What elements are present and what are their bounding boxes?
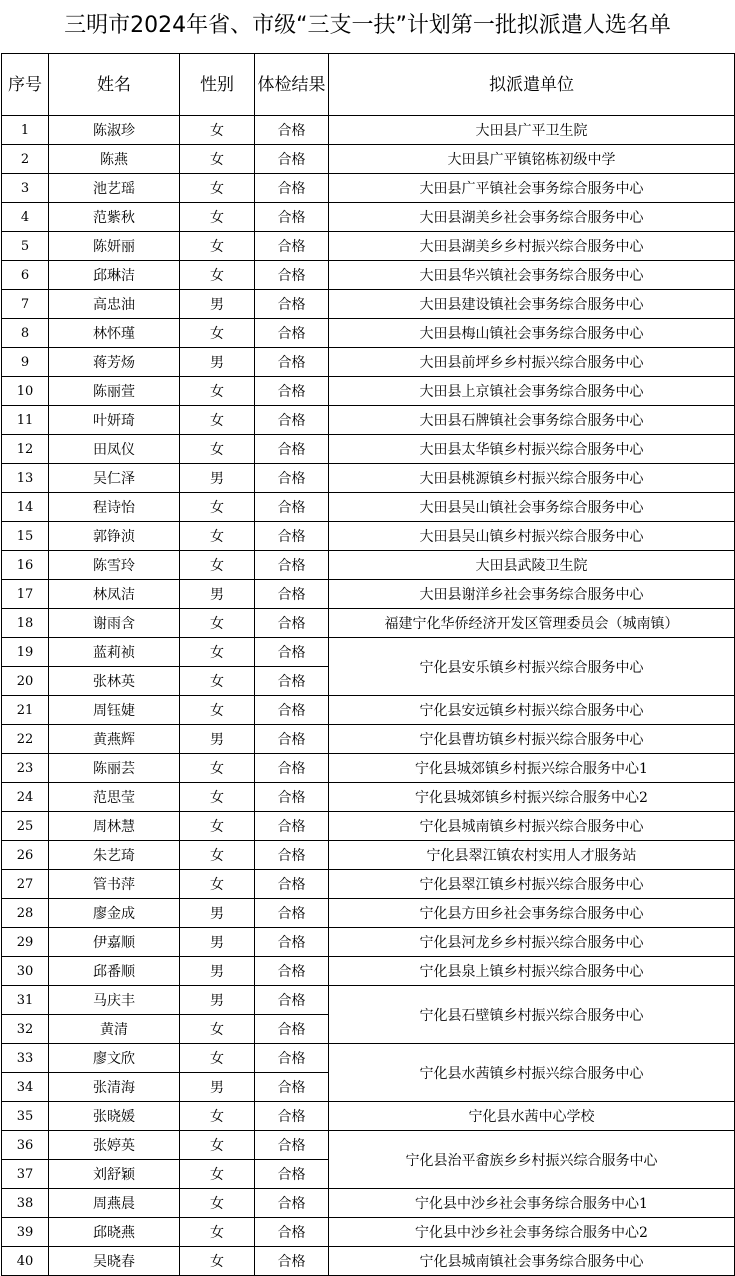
header-number: 序号 [2,54,49,116]
row-gender: 女 [180,1015,255,1044]
row-number: 31 [2,986,49,1015]
row-gender: 男 [180,928,255,957]
row-number: 24 [2,783,49,812]
row-gender: 女 [180,261,255,290]
table-row [2,290,735,319]
row-number: 26 [2,841,49,870]
row-number: 37 [2,1160,49,1189]
row-number: 34 [2,1073,49,1102]
row-number: 1 [2,116,49,145]
row-exam-result: 合格 [255,261,329,290]
table-row [2,638,735,667]
row-number: 25 [2,812,49,841]
table-row [2,435,735,464]
row-gender: 女 [180,435,255,464]
row-assigned-unit: 宁化县中沙乡社会事务综合服务中心2 [329,1218,735,1247]
row-gender: 女 [180,174,255,203]
row-name: 周钰婕 [49,696,180,725]
row-name: 陈雪玲 [49,551,180,580]
row-name: 叶妍琦 [49,406,180,435]
row-assigned-unit: 大田县广平镇铭栋初级中学 [329,145,735,174]
row-name: 张林英 [49,667,180,696]
row-number: 27 [2,870,49,899]
row-number: 22 [2,725,49,754]
row-name: 陈妍丽 [49,232,180,261]
row-number: 36 [2,1131,49,1160]
row-assigned-unit: 宁化县安乐镇乡村振兴综合服务中心 [329,638,735,696]
row-assigned-unit: 大田县前坪乡乡村振兴综合服务中心 [329,348,735,377]
row-assigned-unit: 大田县广平镇社会事务综合服务中心 [329,174,735,203]
table-row [2,1131,735,1160]
row-gender: 男 [180,1073,255,1102]
row-gender: 女 [180,696,255,725]
row-exam-result: 合格 [255,1015,329,1044]
header-exam-result: 体检结果 [255,54,329,116]
table-row [2,145,735,174]
row-number: 39 [2,1218,49,1247]
row-number: 8 [2,319,49,348]
row-gender: 女 [180,145,255,174]
row-name: 吴晓春 [49,1247,180,1276]
table-row [2,319,735,348]
row-name: 林怀瑾 [49,319,180,348]
row-number: 32 [2,1015,49,1044]
row-name: 张清海 [49,1073,180,1102]
row-gender: 女 [180,319,255,348]
row-exam-result: 合格 [255,899,329,928]
row-name: 陈燕 [49,145,180,174]
row-assigned-unit: 大田县梅山镇社会事务综合服务中心 [329,319,735,348]
row-gender: 女 [180,1160,255,1189]
row-gender: 女 [180,812,255,841]
row-exam-result: 合格 [255,667,329,696]
table-row [2,1044,735,1073]
row-exam-result: 合格 [255,580,329,609]
row-name: 蒋芳炀 [49,348,180,377]
table-row [2,232,735,261]
row-name: 林凤洁 [49,580,180,609]
table-row [2,986,735,1015]
row-exam-result: 合格 [255,870,329,899]
header-assigned-unit: 拟派遣单位 [329,54,735,116]
row-exam-result: 合格 [255,1102,329,1131]
row-name: 谢雨含 [49,609,180,638]
row-gender: 男 [180,464,255,493]
row-name: 邱番顺 [49,957,180,986]
row-gender: 女 [180,754,255,783]
row-exam-result: 合格 [255,841,329,870]
row-number: 15 [2,522,49,551]
row-exam-result: 合格 [255,1044,329,1073]
row-number: 19 [2,638,49,667]
row-number: 10 [2,377,49,406]
row-assigned-unit: 宁化县翠江镇乡村振兴综合服务中心 [329,870,735,899]
row-gender: 女 [180,667,255,696]
row-gender: 女 [180,841,255,870]
row-assigned-unit: 宁化县城南镇社会事务综合服务中心 [329,1247,735,1276]
row-assigned-unit: 福建宁化华侨经济开发区管理委员会（城南镇） [329,609,735,638]
row-gender: 女 [180,203,255,232]
row-assigned-unit: 宁化县曹坊镇乡村振兴综合服务中心 [329,725,735,754]
table-row [2,1218,735,1247]
row-gender: 男 [180,290,255,319]
table-row [2,928,735,957]
row-gender: 女 [180,1044,255,1073]
page-title: 三明市2024年省、市级“三支一扶”计划第一批拟派遣人选名单 [64,13,671,38]
row-exam-result: 合格 [255,1218,329,1247]
row-assigned-unit: 大田县湖美乡社会事务综合服务中心 [329,203,735,232]
row-name: 周燕晨 [49,1189,180,1218]
row-exam-result: 合格 [255,1189,329,1218]
row-gender: 女 [180,551,255,580]
table-row [2,870,735,899]
row-exam-result: 合格 [255,725,329,754]
candidate-table [1,53,735,1276]
row-assigned-unit: 大田县上京镇社会事务综合服务中心 [329,377,735,406]
row-exam-result: 合格 [255,1131,329,1160]
row-exam-result: 合格 [255,754,329,783]
row-name: 陈丽萱 [49,377,180,406]
row-assigned-unit: 宁化县方田乡社会事务综合服务中心 [329,899,735,928]
row-assigned-unit: 大田县谢洋乡社会事务综合服务中心 [329,580,735,609]
row-name: 黄清 [49,1015,180,1044]
row-number: 2 [2,145,49,174]
row-gender: 女 [180,783,255,812]
row-exam-result: 合格 [255,928,329,957]
row-number: 30 [2,957,49,986]
row-gender: 女 [180,1218,255,1247]
header-name: 姓名 [49,54,180,116]
table-row [2,1102,735,1131]
row-exam-result: 合格 [255,145,329,174]
row-gender: 女 [180,1189,255,1218]
row-exam-result: 合格 [255,435,329,464]
row-number: 20 [2,667,49,696]
row-exam-result: 合格 [255,638,329,667]
row-number: 18 [2,609,49,638]
row-exam-result: 合格 [255,290,329,319]
row-gender: 女 [180,609,255,638]
row-gender: 女 [180,638,255,667]
row-assigned-unit: 大田县吴山镇社会事务综合服务中心 [329,493,735,522]
row-exam-result: 合格 [255,203,329,232]
table-row [2,551,735,580]
row-number: 21 [2,696,49,725]
row-number: 35 [2,1102,49,1131]
table-row [2,783,735,812]
row-assigned-unit: 大田县太华镇乡村振兴综合服务中心 [329,435,735,464]
row-name: 高忠油 [49,290,180,319]
table-row [2,116,735,145]
row-number: 5 [2,232,49,261]
row-number: 40 [2,1247,49,1276]
row-assigned-unit: 宁化县水茜中心学校 [329,1102,735,1131]
table-row [2,580,735,609]
row-name: 伊嘉顺 [49,928,180,957]
row-name: 廖文欣 [49,1044,180,1073]
row-name: 吴仁泽 [49,464,180,493]
row-assigned-unit: 宁化县治平畲族乡乡村振兴综合服务中心 [329,1131,735,1189]
table-header-row [2,54,735,116]
row-number: 3 [2,174,49,203]
row-exam-result: 合格 [255,464,329,493]
row-assigned-unit: 大田县华兴镇社会事务综合服务中心 [329,261,735,290]
row-name: 管书萍 [49,870,180,899]
row-name: 陈丽芸 [49,754,180,783]
row-assigned-unit: 宁化县城郊镇乡村振兴综合服务中心2 [329,783,735,812]
row-gender: 女 [180,522,255,551]
row-assigned-unit: 大田县建设镇社会事务综合服务中心 [329,290,735,319]
row-number: 23 [2,754,49,783]
table-row [2,899,735,928]
row-number: 38 [2,1189,49,1218]
row-exam-result: 合格 [255,986,329,1015]
row-exam-result: 合格 [255,493,329,522]
row-exam-result: 合格 [255,551,329,580]
row-name: 邱琳洁 [49,261,180,290]
row-number: 13 [2,464,49,493]
table-row [2,377,735,406]
row-gender: 女 [180,493,255,522]
row-number: 7 [2,290,49,319]
row-number: 6 [2,261,49,290]
table-row [2,1247,735,1276]
row-gender: 女 [180,232,255,261]
row-number: 14 [2,493,49,522]
table-row [2,406,735,435]
row-name: 陈淑珍 [49,116,180,145]
row-name: 范思莹 [49,783,180,812]
row-assigned-unit: 宁化县城南镇乡村振兴综合服务中心 [329,812,735,841]
row-gender: 女 [180,870,255,899]
row-exam-result: 合格 [255,783,329,812]
row-gender: 女 [180,1247,255,1276]
row-name: 范紫秋 [49,203,180,232]
row-assigned-unit: 大田县武陵卫生院 [329,551,735,580]
row-gender: 女 [180,1102,255,1131]
row-assigned-unit: 宁化县泉上镇乡村振兴综合服务中心 [329,957,735,986]
table-row [2,725,735,754]
row-exam-result: 合格 [255,1073,329,1102]
row-exam-result: 合格 [255,116,329,145]
row-assigned-unit: 大田县广平卫生院 [329,116,735,145]
row-name: 邱晓燕 [49,1218,180,1247]
row-number: 11 [2,406,49,435]
row-exam-result: 合格 [255,232,329,261]
row-gender: 男 [180,348,255,377]
row-name: 田凤仪 [49,435,180,464]
row-gender: 男 [180,725,255,754]
row-assigned-unit: 宁化县水茜镇乡村振兴综合服务中心 [329,1044,735,1102]
table-row [2,1189,735,1218]
row-gender: 女 [180,406,255,435]
row-gender: 男 [180,957,255,986]
row-assigned-unit: 宁化县石壁镇乡村振兴综合服务中心 [329,986,735,1044]
row-name: 刘舒颖 [49,1160,180,1189]
row-name: 廖金成 [49,899,180,928]
row-exam-result: 合格 [255,696,329,725]
table-body [2,116,735,1276]
row-gender: 男 [180,986,255,1015]
row-assigned-unit: 宁化县翠江镇农村实用人才服务站 [329,841,735,870]
table-row [2,493,735,522]
row-exam-result: 合格 [255,957,329,986]
row-number: 17 [2,580,49,609]
table-row [2,609,735,638]
row-exam-result: 合格 [255,406,329,435]
row-exam-result: 合格 [255,348,329,377]
row-name: 郭铮浈 [49,522,180,551]
row-exam-result: 合格 [255,319,329,348]
row-number: 33 [2,1044,49,1073]
row-number: 12 [2,435,49,464]
table-row [2,754,735,783]
row-name: 张晓媛 [49,1102,180,1131]
row-gender: 女 [180,1131,255,1160]
table-row [2,957,735,986]
row-gender: 男 [180,899,255,928]
table-row [2,696,735,725]
row-assigned-unit: 宁化县河龙乡乡村振兴综合服务中心 [329,928,735,957]
table-row [2,261,735,290]
row-exam-result: 合格 [255,609,329,638]
row-assigned-unit: 宁化县中沙乡社会事务综合服务中心1 [329,1189,735,1218]
row-name: 蓝莉祯 [49,638,180,667]
row-exam-result: 合格 [255,812,329,841]
row-number: 29 [2,928,49,957]
row-number: 9 [2,348,49,377]
row-gender: 男 [180,580,255,609]
row-assigned-unit: 宁化县安远镇乡村振兴综合服务中心 [329,696,735,725]
row-exam-result: 合格 [255,1247,329,1276]
row-name: 朱艺琦 [49,841,180,870]
table-row [2,812,735,841]
row-name: 张婷英 [49,1131,180,1160]
row-gender: 女 [180,377,255,406]
row-number: 16 [2,551,49,580]
row-gender: 女 [180,116,255,145]
row-assigned-unit: 大田县石牌镇社会事务综合服务中心 [329,406,735,435]
table-row [2,522,735,551]
row-name: 程诗怡 [49,493,180,522]
row-assigned-unit: 大田县湖美乡乡村振兴综合服务中心 [329,232,735,261]
row-assigned-unit: 大田县桃源镇乡村振兴综合服务中心 [329,464,735,493]
table-row [2,841,735,870]
table-row [2,348,735,377]
row-exam-result: 合格 [255,1160,329,1189]
row-name: 周林慧 [49,812,180,841]
row-name: 马庆丰 [49,986,180,1015]
row-exam-result: 合格 [255,377,329,406]
row-exam-result: 合格 [255,522,329,551]
row-number: 28 [2,899,49,928]
row-assigned-unit: 大田县吴山镇乡村振兴综合服务中心 [329,522,735,551]
row-name: 池艺瑶 [49,174,180,203]
row-name: 黄燕辉 [49,725,180,754]
row-assigned-unit: 宁化县城郊镇乡村振兴综合服务中心1 [329,754,735,783]
header-gender: 性别 [180,54,255,116]
row-exam-result: 合格 [255,174,329,203]
table-row [2,174,735,203]
table-row [2,203,735,232]
row-number: 4 [2,203,49,232]
table-row [2,464,735,493]
